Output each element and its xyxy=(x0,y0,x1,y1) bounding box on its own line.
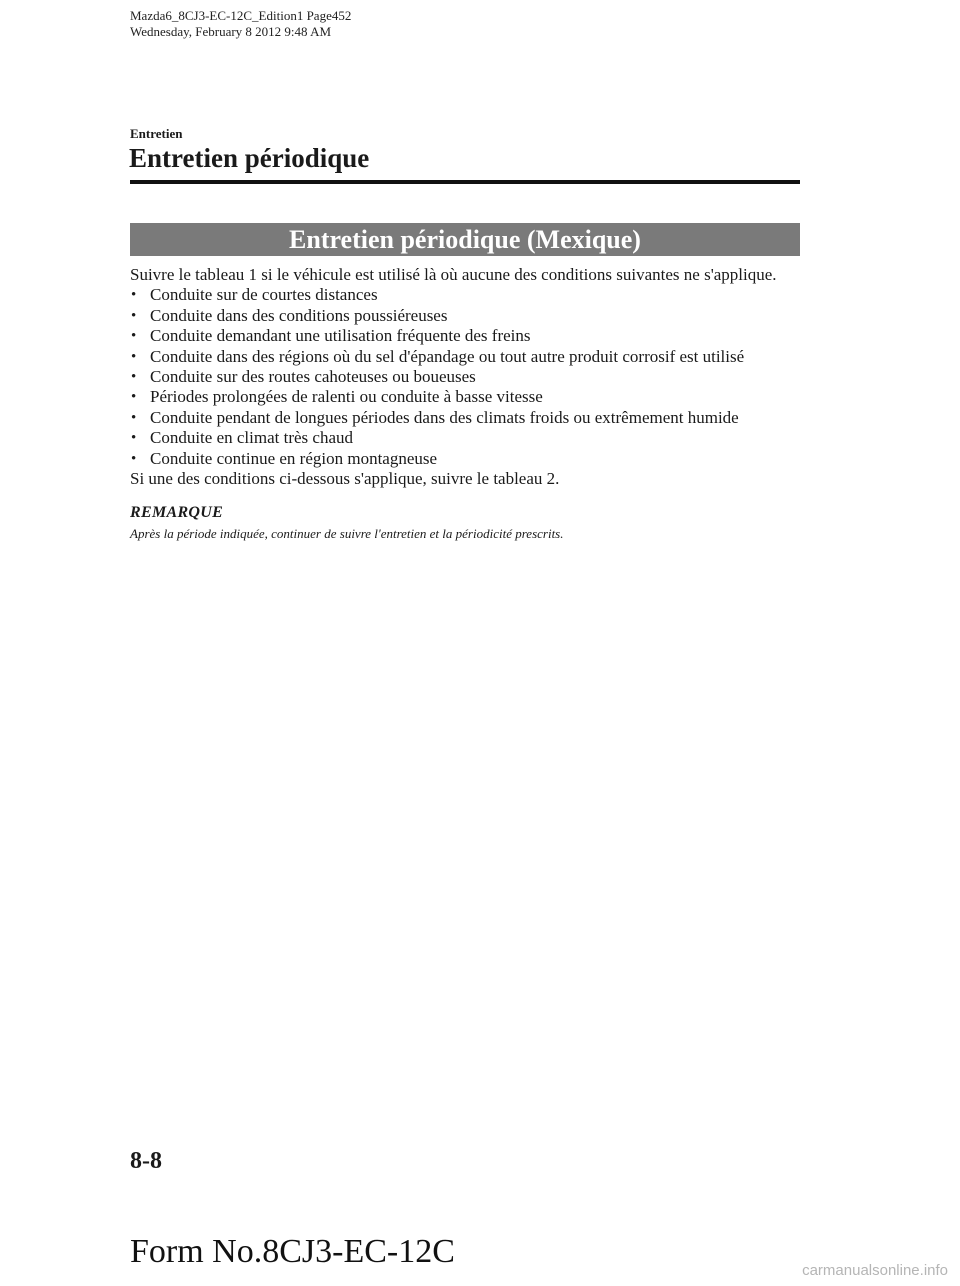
list-item-text: Conduite sur de courtes distances xyxy=(150,285,378,305)
section-title-bar: Entretien périodique (Mexique) xyxy=(130,223,800,256)
bullet-icon: • xyxy=(131,450,137,467)
print-header-file: Mazda6_8CJ3-EC-12C_Edition1 Page452 xyxy=(130,8,352,23)
section-label: Entretien xyxy=(130,126,183,141)
bullet-icon: • xyxy=(131,389,137,406)
list-item xyxy=(130,428,810,448)
intro-paragraph: Suivre le tableau 1 si le véhicule est utilisé là où aucune des conditions suivantes ne s'applique. xyxy=(130,265,777,284)
note-label: REMARQUE xyxy=(130,504,224,522)
list-item-text: Conduite pendant de longues périodes dans des climats froids ou extrêmement humide xyxy=(150,407,739,427)
list-item xyxy=(130,408,810,428)
list-item-text: Conduite continue en région montagneuse xyxy=(150,448,438,468)
list-item-text: Conduite en climat très chaud xyxy=(150,428,353,448)
list-item-text: Conduite demandant une utilisation fréquente des freins xyxy=(150,326,531,346)
bullet-icon: • xyxy=(131,430,137,447)
bullet-icon: • xyxy=(131,287,137,304)
print-header xyxy=(130,8,351,40)
watermark: carmanualsonline.info xyxy=(802,1262,948,1279)
list-item xyxy=(130,387,810,407)
content-body xyxy=(130,265,810,542)
bullet-icon: • xyxy=(131,328,137,345)
bullet-icon: • xyxy=(131,409,137,426)
list-item xyxy=(130,347,810,367)
form-number: Form No.8CJ3-EC-12C xyxy=(130,1233,455,1270)
bullet-icon: • xyxy=(131,307,137,324)
list-item-text: Périodes prolongées de ralenti ou conduite à basse vitesse xyxy=(150,387,543,407)
list-item xyxy=(130,285,810,305)
list-item-text: Conduite dans des régions où du sel d'épandage ou tout autre produit corrosif est utilisé xyxy=(150,346,745,366)
list-item xyxy=(130,326,810,346)
print-header-date: Wednesday, February 8 2012 9:48 AM xyxy=(130,24,332,39)
list-item xyxy=(130,449,810,469)
list-item-text: Conduite sur des routes cahoteuses ou boueuses xyxy=(150,367,476,387)
note-text: Après la période indiquée, continuer de suivre l'entretien et la périodicité prescrits. xyxy=(130,525,564,541)
chapter-title: Entretien périodique xyxy=(129,143,370,173)
title-divider xyxy=(130,180,800,184)
bullet-icon: • xyxy=(131,348,137,365)
list-item xyxy=(130,306,810,326)
outro-paragraph: Si une des conditions ci-dessous s'applique, suivre le tableau 2. xyxy=(130,469,560,489)
conditions-list xyxy=(130,285,810,469)
bullet-icon: • xyxy=(131,369,137,386)
list-item-text: Conduite dans des conditions poussiéreuses xyxy=(150,305,448,325)
list-item xyxy=(130,367,810,387)
page-number: 8-8 xyxy=(130,1148,162,1174)
